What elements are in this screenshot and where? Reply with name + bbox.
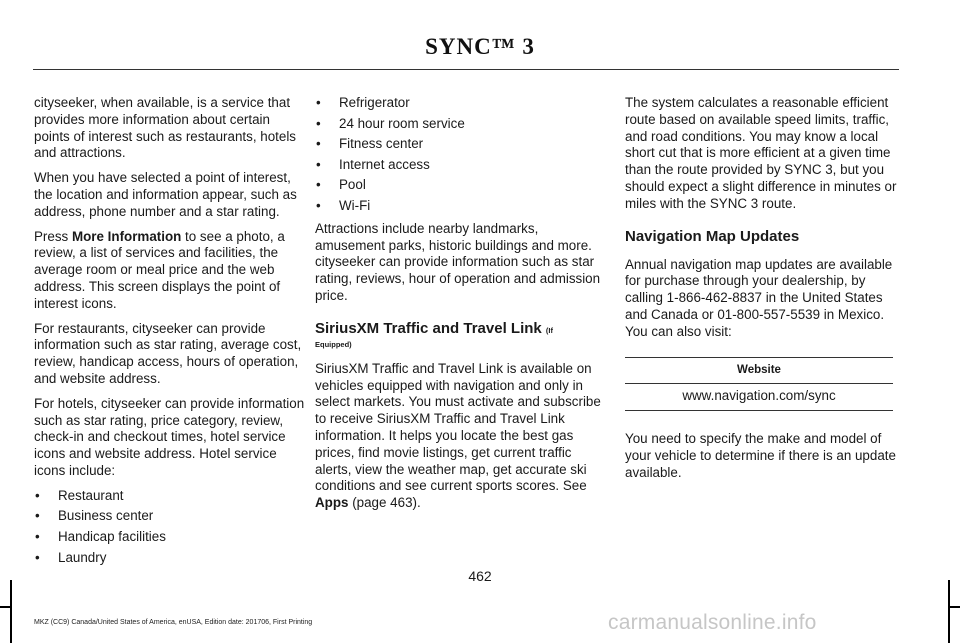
- table-header-row: [625, 357, 893, 384]
- crop-mark: [948, 606, 960, 608]
- heading-qualifier: (If: [545, 325, 554, 335]
- paragraph: cityseeker, when available, is a service that provides more information about certain points of interest such as restaurants, hotels and attractions.: [34, 95, 297, 161]
- heading-text: SiriusXM Traffic and Travel Link: [315, 319, 542, 337]
- text: Press: [34, 228, 72, 244]
- text: (page 463).: [348, 495, 421, 511]
- paragraph: Attractions include nearby landmarks, amusement parks, historic buildings and more. cityseeker can provide information such as star rating, reviews, hour of operation and admission price.: [315, 220, 601, 303]
- bullet-icon: •: [316, 136, 321, 152]
- list-item-label: Refrigerator: [339, 95, 410, 110]
- heading-qualifier-continued: Equipped): [315, 339, 352, 349]
- list-item-label: 24 hour room service: [339, 115, 465, 131]
- list-item: [34, 529, 306, 546]
- list-item: [34, 508, 306, 525]
- page-number: 462: [468, 568, 492, 584]
- list-item-label: Wi-Fi: [339, 197, 371, 213]
- bullet-icon: •: [35, 508, 40, 524]
- header-divider: [33, 69, 899, 70]
- column-middle: [315, 95, 602, 520]
- bullet-icon: •: [35, 528, 40, 544]
- paragraph: The system calculates a reasonable efficient route based on available speed limits, traffic, and road conditions. You may know a local short cut that is more efficient at a given time than the route provided by SYNC 3, but you should expect a slight difference in minutes or miles with the SYNC 3 route.: [625, 95, 897, 211]
- column-left: [34, 95, 306, 570]
- crop-mark: [10, 580, 12, 643]
- bullet-icon: •: [316, 156, 321, 172]
- table-header: Website: [625, 357, 893, 384]
- crop-mark: [0, 606, 12, 608]
- section-heading-map-updates: Navigation Map Updates: [625, 227, 800, 245]
- paragraph: [34, 229, 306, 313]
- list-item-label: Pool: [339, 177, 366, 193]
- hotel-service-list: [34, 488, 306, 567]
- paragraph: Annual navigation map updates are available for purchase through your dealership, by calling 1-866-462-8837 in the United States and Canada or 01-800-557-5539 in Mexico. You can also visit:: [625, 256, 893, 339]
- paragraph: For hotels, cityseeker can provide information such as star rating, price category, review, check-in and checkout times, hotel service icons and website address. Hotel service icons include:: [34, 395, 305, 478]
- list-item: [315, 177, 602, 194]
- list-item: [315, 198, 602, 215]
- paragraph: You need to specify the make and model of your vehicle to determine if there is an update available.: [625, 431, 896, 480]
- apps-reference: Apps: [315, 495, 349, 511]
- bullet-icon: •: [316, 115, 321, 131]
- more-information-term: More Information: [71, 228, 182, 244]
- table-row: [625, 384, 893, 411]
- website-table: [625, 357, 893, 412]
- bullet-icon: •: [35, 487, 40, 503]
- page-header-title: SYNC™ 3: [425, 34, 535, 59]
- list-item: [34, 488, 306, 505]
- hotel-service-list-continued: [315, 95, 602, 215]
- edition-footer: MKZ (CC9) Canada/United States of America, enUSA, Edition date: 201706, First Printing: [34, 619, 313, 626]
- list-item: [34, 550, 306, 567]
- watermark: carmanualsonline.info: [608, 611, 817, 634]
- text: SiriusXM Traffic and Travel Link is available on vehicles equipped with navigation and only in select markets. You must activate and subscribe to receive SiriusXM Traffic and Travel Link information. It helps you locate the best gas prices, find movie listings, get current traffic alerts, view the weather map, get accurate ski conditions and see current sports scores. See: [315, 360, 601, 494]
- list-item-label: Fitness center: [339, 136, 424, 152]
- paragraph: For restaurants, cityseeker can provide information such as star rating, average cost, review, handicap access, hours of operation, and website address.: [34, 320, 302, 386]
- list-item: [315, 95, 602, 112]
- section-heading-siriusxm: [315, 319, 602, 341]
- column-right: [625, 95, 898, 490]
- bullet-icon: •: [316, 197, 321, 213]
- bullet-icon: •: [35, 549, 40, 565]
- text: to see a photo, a review, a list of services and facilities, the average room or meal price and the web address. This screen displays the point of interest icons.: [34, 228, 285, 311]
- list-item: [315, 157, 602, 174]
- list-item-label: Restaurant: [58, 487, 124, 503]
- website-url: www.navigation.com/sync: [625, 384, 893, 411]
- bullet-icon: •: [316, 95, 321, 110]
- list-item: [315, 136, 602, 153]
- list-item: [315, 116, 602, 133]
- paragraph: When you have selected a point of interest, the location and information appear, such as address, phone number and a star rating.: [34, 170, 297, 219]
- list-item-label: Laundry: [58, 549, 107, 565]
- paragraph: [315, 361, 602, 512]
- list-item-label: Handicap facilities: [58, 528, 166, 544]
- list-item-label: Business center: [58, 508, 154, 524]
- bullet-icon: •: [316, 177, 321, 193]
- list-item-label: Internet access: [339, 156, 430, 172]
- crop-mark: [948, 580, 950, 643]
